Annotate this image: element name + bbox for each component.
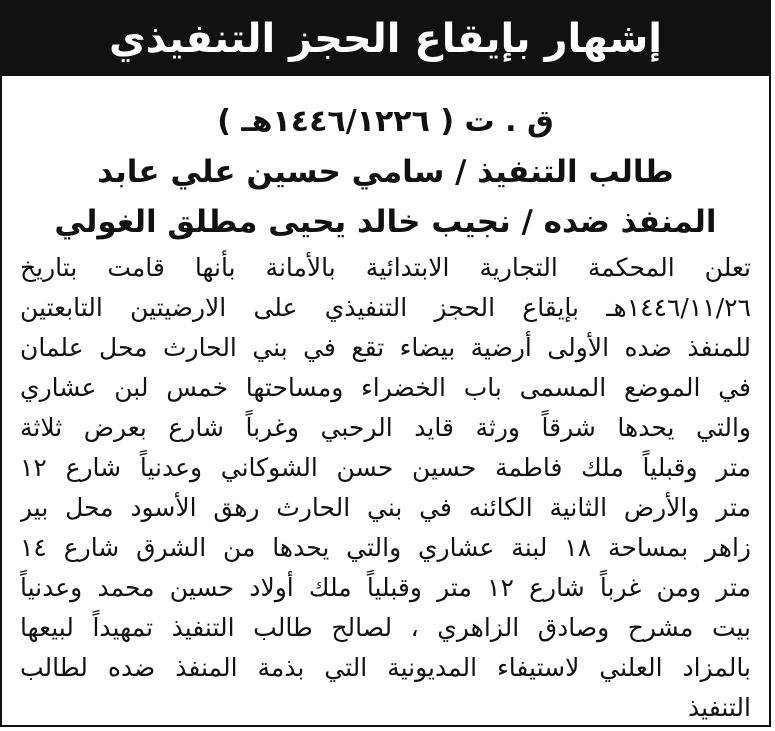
notice-title: إشهار بإيقاع الحجز التنفيذي xyxy=(108,16,662,62)
body-line: والتي يحدها شرقاً ورثة قايد الرحبي وغرباً شارع بعرض ثلاثة xyxy=(20,413,751,442)
body-line: بالمزاد العلني لاستيفاء المديونية التي بذمة المنفذ ضده لطالب xyxy=(20,653,751,682)
body-line: متر ومن غرباً شارع ١٢ متر وقبلياً ملك أولاد حسين محمد وعدنياً xyxy=(20,573,751,602)
notice-header xyxy=(2,2,769,76)
notice-body xyxy=(20,248,751,727)
body-line: التنفيذ xyxy=(688,693,751,722)
body-line: في الموضع المسمى باب الخضراء ومساحتها خمس لبن عشاري xyxy=(20,373,751,402)
enforcement-applicant: طالب التنفيذ / سامي حسين علي عابد xyxy=(97,154,674,190)
body-line: زاهر بمساحة ١٨ لبنة عشاري والتي يحدها من الشرق شارع ١٤ xyxy=(20,533,751,562)
body-line: تعلن المحكمة التجارية الابتدائية بالأمانة بأنها قامت بتاريخ xyxy=(20,253,751,282)
body-line: ١٤٤٦/١١/٢٦هـ بإيقاع الحجز التنفيذي على الارضيتين التابعتين xyxy=(20,293,751,322)
body-line: متر والأرض الثانية الكائنه في بني الحارث رهق الأسود محل بير xyxy=(20,493,751,522)
body-line: متر وقبلياً ملك فاطمة حسين حسن الشوكاني وعدنياً شارع ١٢ xyxy=(20,453,751,482)
body-line: بيت مشرح وصادق الزاهري ، لصالح طالب التنفيذ تمهيداً لبيعها xyxy=(20,613,751,642)
body-line: للمنفذ ضده الأولى أرضية بيضاء تقع في بني الحارث محل علمان xyxy=(20,333,751,362)
case-reference: ق . ت ( ١٤٤٦/١٢٢٦هـ ) xyxy=(217,104,554,139)
enforcement-respondent: المنفذ ضده / نجيب خالد يحيى مطلق الغولي xyxy=(54,204,717,240)
